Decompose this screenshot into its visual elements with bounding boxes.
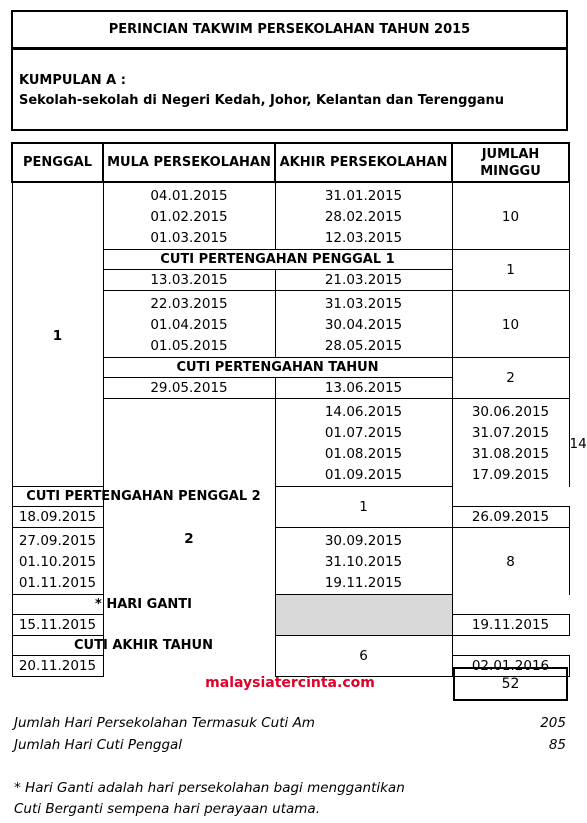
term1-break2-weeks: 2	[452, 358, 569, 399]
footnote-line: * Hari Ganti adalah hari persekolahan bagi menggantikan	[14, 780, 405, 796]
term2-break1-weeks: 1	[275, 487, 452, 528]
footnote-line: Cuti Berganti sempena hari perayaan utama.	[14, 801, 320, 817]
term1-break1-weeks: 1	[452, 250, 569, 291]
summary-row	[14, 715, 566, 731]
group-label: KUMPULAN A :	[19, 73, 126, 88]
term2-break1-title: CUTI PERTENGAHAN PENGGAL 2	[12, 487, 275, 507]
document-title: PERINCIAN TAKWIM PERSEKOLAHAN TAHUN 2015	[11, 10, 568, 49]
term1-block2-weeks: 10	[452, 291, 569, 358]
term2-hariganti-mula: 15.11.2015	[12, 615, 103, 636]
total-weeks: 52	[453, 667, 568, 701]
term1-break1-title: CUTI PERTENGAHAN PENGGAL 1	[103, 250, 452, 270]
term1-block1-akhir: 31.01.2015 28.02.2015 12.03.2015	[275, 182, 452, 250]
term2-hariganti-title-row	[12, 595, 569, 615]
term1-break1-akhir: 21.03.2015	[275, 270, 452, 291]
term2-hariganti-title: * HARI GANTI	[12, 595, 275, 615]
calendar-table	[11, 142, 587, 677]
group-states: Sekolah-sekolah di Negeri Kedah, Johor, Kelantan dan Terengganu	[19, 93, 505, 108]
term2-break2-title-row	[12, 636, 569, 656]
term2-break1-mula: 18.09.2015	[12, 507, 103, 528]
term1-break2-title: CUTI PERTENGAHAN TAHUN	[103, 358, 452, 378]
term1-break2-akhir: 13.06.2015	[275, 378, 452, 399]
term2-block2	[12, 528, 569, 595]
term2-break2-weeks: 6	[275, 636, 452, 677]
summary-label: Jumlah Hari Cuti Penggal	[14, 737, 183, 753]
header-akhir: AKHIR PERSEKOLAHAN	[275, 143, 452, 182]
header-mula: MULA PERSEKOLAHAN	[103, 143, 275, 182]
term2-block1-mula: 14.06.2015 01.07.2015 01.08.2015 01.09.2015	[275, 399, 452, 487]
term2-break2-mula: 20.11.2015	[12, 656, 103, 677]
summary-value: 205	[540, 715, 566, 731]
header-row	[12, 143, 569, 182]
term2-label: 2	[103, 399, 275, 677]
term2-break1-akhir: 26.09.2015	[452, 507, 569, 528]
term1-break1-mula: 13.03.2015	[103, 270, 275, 291]
site-watermark: malaysiatercinta.com	[205, 675, 375, 691]
header-jumlah: JUMLAH MINGGU	[452, 143, 569, 182]
term2-block1: 2 14.06.2015 01.07.2015 01.08.2015 01.09.2015 30.06.2015 31.07.2015 31.08.2015 17.09.2015 14	[12, 399, 569, 487]
summary-row	[14, 737, 566, 753]
term2-break2-title: CUTI AKHIR TAHUN	[12, 636, 275, 656]
term1-block1-weeks: 10	[452, 182, 569, 250]
header-penggal: PENGGAL	[12, 143, 103, 182]
term1-block1-mula: 04.01.2015 01.02.2015 01.03.2015	[103, 182, 275, 250]
term1-block2-akhir: 31.03.2015 30.04.2015 28.05.2015	[275, 291, 452, 358]
term1-block1	[12, 182, 569, 250]
term2-break2-akhir: 02.01.2016	[452, 656, 569, 677]
term1-break2-mula: 29.05.2015	[103, 378, 275, 399]
term2-block1-akhir: 30.06.2015 31.07.2015 31.08.2015 17.09.2015	[452, 399, 569, 487]
term2-block2-mula: 27.09.2015 01.10.2015 01.11.2015	[12, 528, 103, 595]
term2-break1-title-row	[12, 487, 569, 507]
summary-label: Jumlah Hari Persekolahan Termasuk Cuti Am	[14, 715, 315, 731]
term2-hariganti-shaded	[275, 595, 452, 636]
term2-block2-weeks: 8	[452, 528, 569, 595]
summary-value: 85	[548, 737, 566, 753]
term2-block2-akhir: 30.09.2015 31.10.2015 19.11.2015	[275, 528, 452, 595]
term1-block2-mula: 22.03.2015 01.04.2015 01.05.2015	[103, 291, 275, 358]
group-info	[11, 48, 568, 131]
term2-hariganti-akhir: 19.11.2015	[452, 615, 569, 636]
term1-label: 1	[12, 182, 103, 487]
